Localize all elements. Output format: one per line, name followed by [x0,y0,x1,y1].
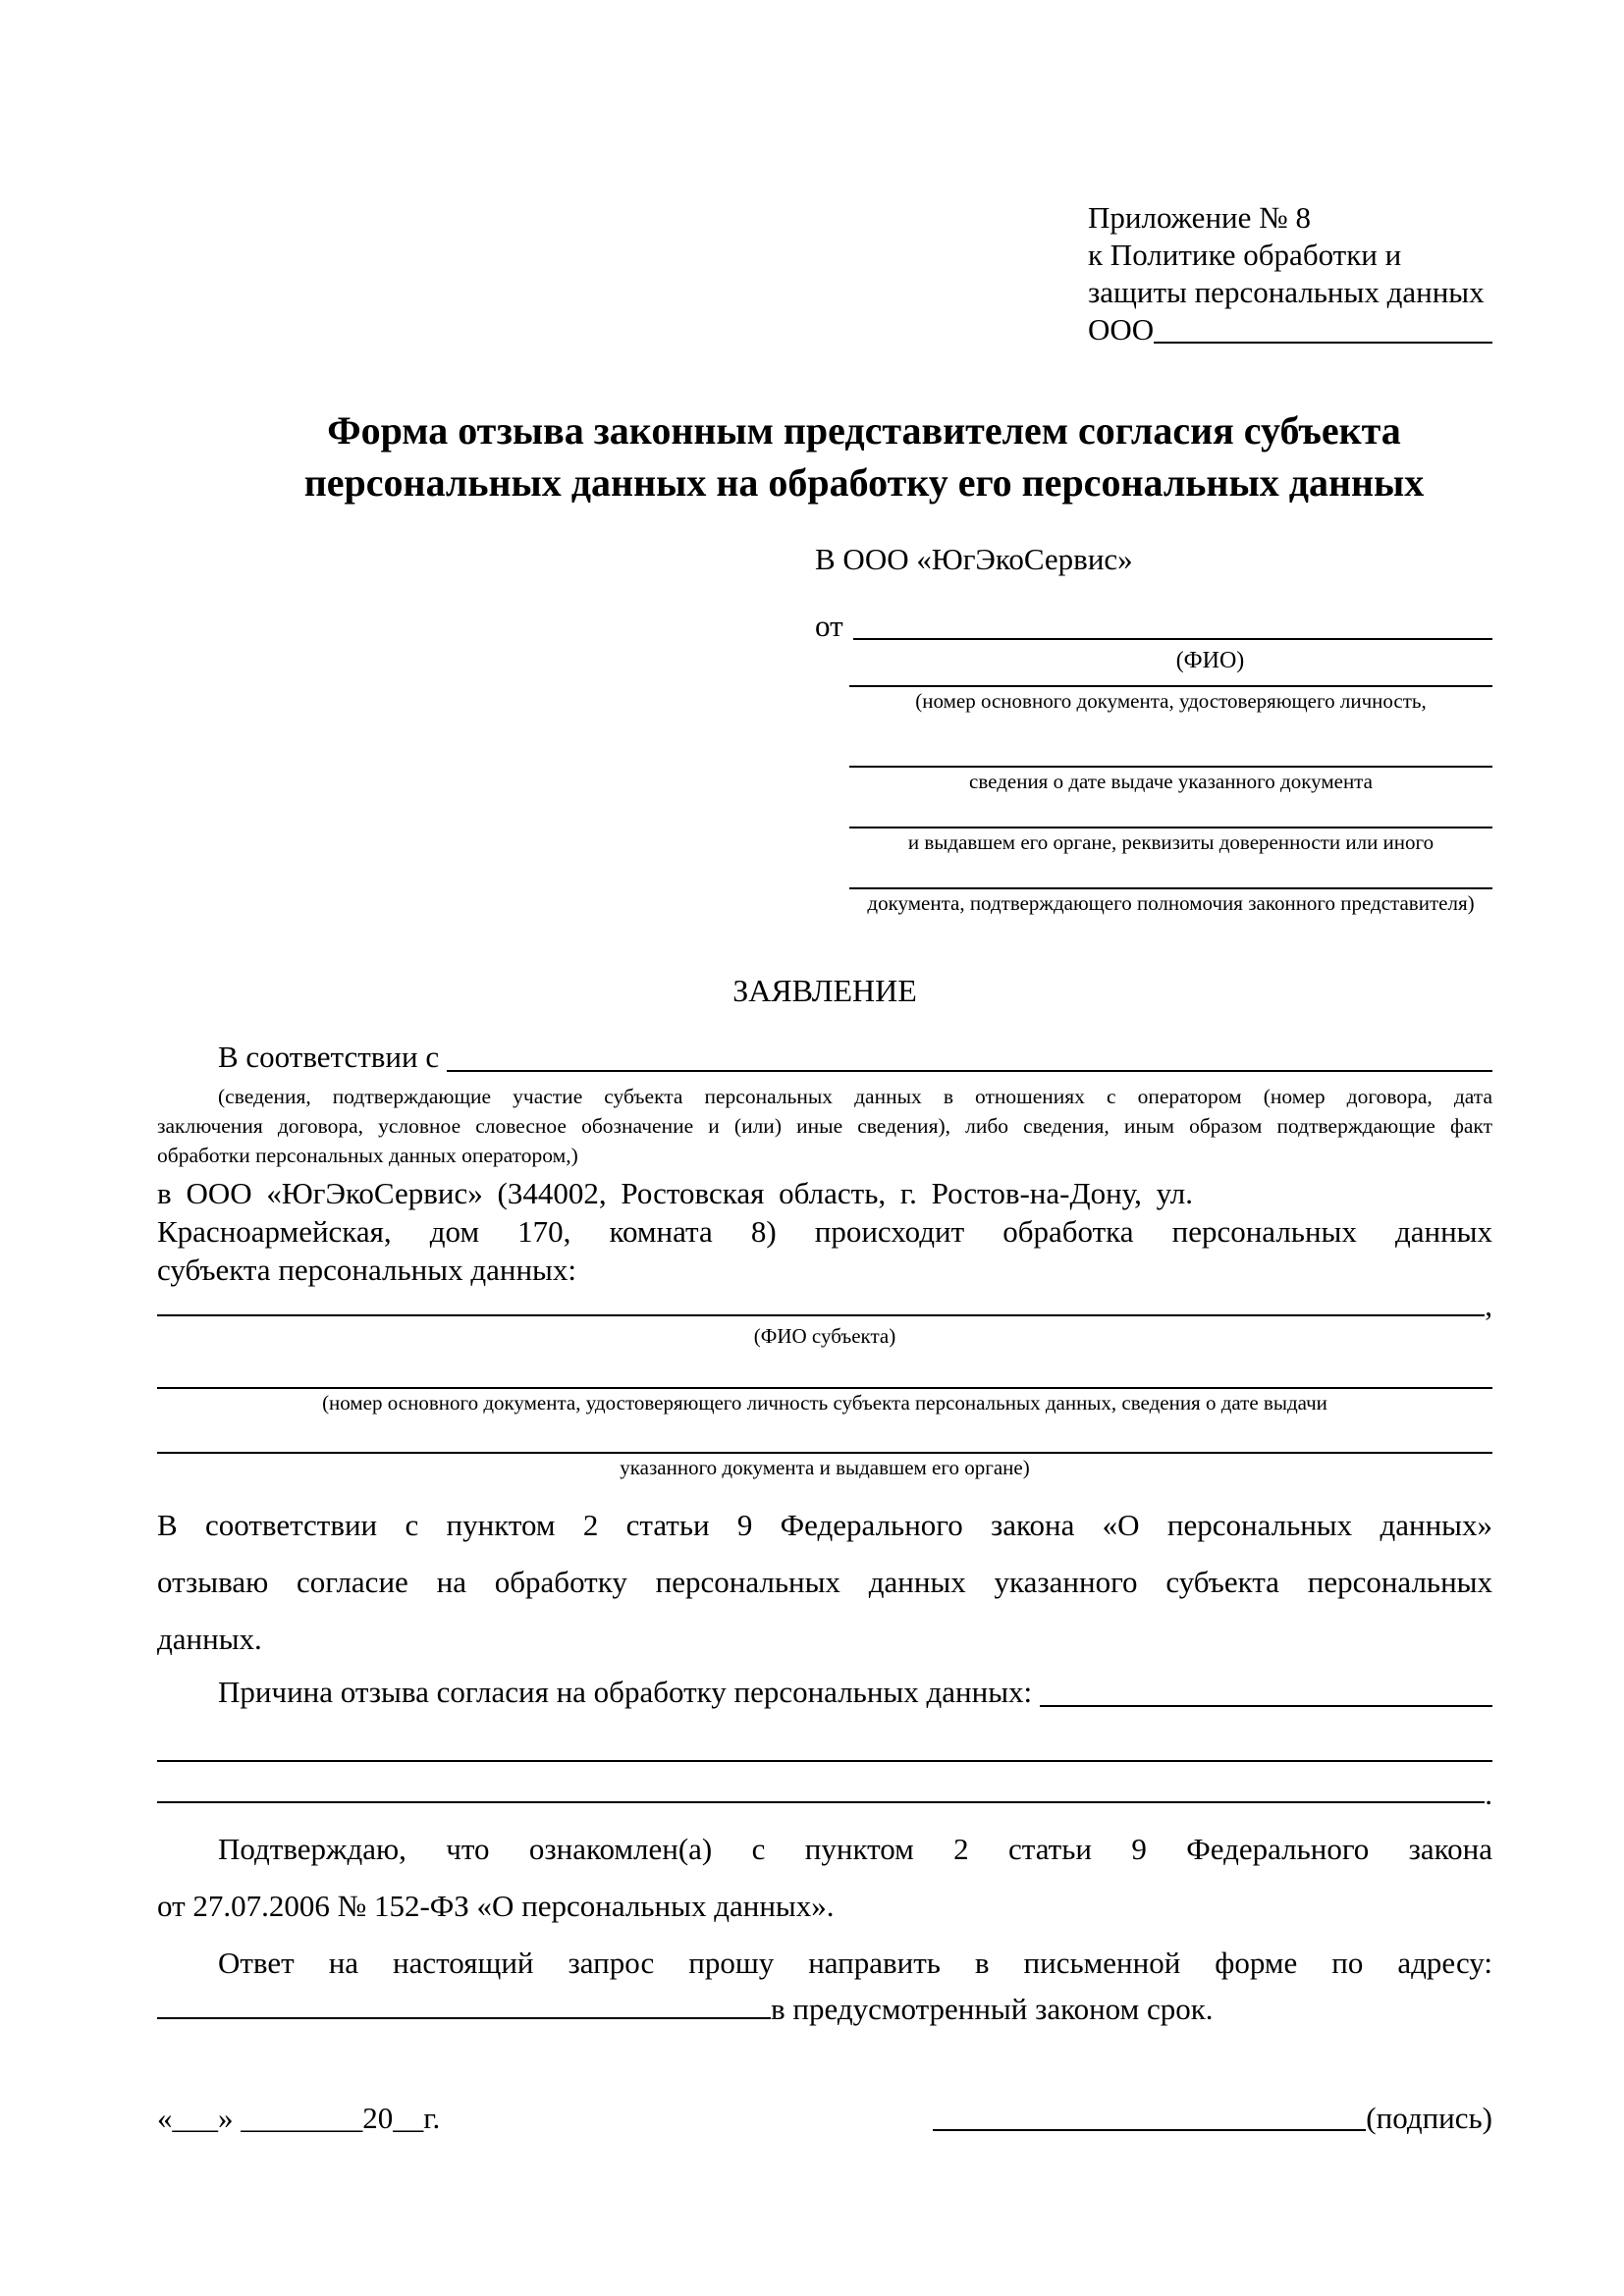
doc-caption-3: и выдавшем его органе, реквизиты доверенности или иного [907,830,1435,854]
appendix-line-1: Приложение № 8 [1088,200,1311,235]
reason-blank-line [1040,1705,1492,1707]
withdraw-line-1: В соответствии с пунктом 2 статьи 9 Федерального закона «О персональных данных» [157,1508,1492,1542]
answer-suffix: в предусмотренный законом срок. [771,1992,1214,2026]
doc-blank-line-4 [849,856,1492,889]
ooo-line [1088,311,1492,348]
subject-doc-caption-1: (номер основного документа, удостоверяющего личность субъекта персональных данных, сведения о дате выдачи [322,1391,1327,1415]
doc-caption-1: (номер основного документа, удостоверяющего личность, [915,689,1427,713]
statement-heading: ЗАЯВЛЕНИЕ [732,973,917,1008]
subject-doc-caption-2: указанного документа и выдавшем его органе) [620,1456,1030,1479]
doc-caption-2: сведения о дате выдаче указанного документа [969,770,1373,793]
answer-address-row [157,1992,1492,2027]
from-blank-line [853,638,1492,640]
withdraw-line-2: отзываю согласие на обработку персональных данных указанного субъекта персональных [157,1565,1492,1599]
subject-fio-row [157,1289,1492,1322]
appendix-line-2: к Политике обработки и [1088,238,1402,272]
reason-blank-line-2 [157,1713,1492,1762]
subject-doc-field-1 [157,1350,1492,1416]
subject-fio-caption: (ФИО субъекта) [753,1324,896,1348]
fio-caption: (ФИО) [1175,648,1245,673]
doc-field-1 [815,675,1492,715]
small-print-line-1: (сведения, подтверждающие участие субъекта персональных данных в отношениях с оператором (номер договора, дата [218,1085,1492,1108]
withdraw-line-3: данных. [157,1622,262,1656]
doc-caption-4: документа, подтверждающего полномочия законного представителя) [867,891,1475,915]
addressee-company: В ООО «ЮгЭкоСервис» [815,542,1133,576]
subject-doc-field-2 [157,1416,1492,1481]
reason-blank-line-3-row [157,1762,1492,1809]
accordance-row [157,1037,1492,1078]
appendix-header [1088,199,1492,348]
subject-doc-blank-line-1 [157,1350,1492,1389]
doc-field-3 [815,795,1492,856]
from-row [815,607,1492,646]
doc-blank-line-2 [849,715,1492,768]
subject-fio-comma: , [1485,1288,1492,1322]
title-line-2: персональных данных на обработку его персональных данных [303,460,1425,505]
addressee-block [815,540,1492,917]
doc-field-2 [815,715,1492,795]
small-print-line-3: обработки персональных данных оператором,) [157,1144,578,1167]
title-line-1: Форма отзыва законным представителем согласия субъекта [327,408,1401,453]
operator-line-2: Красноармейская, дом 170, комната 8) происходит обработка персональных данных [157,1214,1492,1249]
confirm-line-1: Подтверждаю, что ознакомлен(а) с пунктом 2 статьи 9 Федерального закона [218,1832,1492,1866]
subject-fio-blank-line [157,1314,1485,1316]
answer-address-blank-line [157,2017,771,2019]
confirm-line-2: от 27.07.2006 № 152-ФЗ «О персональных данных». [157,1889,835,1923]
from-label: от [815,609,843,643]
accordance-blank-line [447,1070,1492,1072]
doc-blank-line-1 [849,675,1492,687]
signature-caption: (подпись) [1366,2101,1492,2135]
reason-label: Причина отзыва согласия на обработку персональных данных: [218,1675,1033,1709]
document-title [216,404,1512,508]
answer-line-1: Ответ на настоящий запрос прошу направить в письменной форме по адресу: [218,1946,1492,1980]
ooo-label: ООО [1088,312,1155,347]
subject-doc-blank-line-2 [157,1416,1492,1454]
accordance-label: В соответствии с [218,1040,440,1074]
statement-section [157,970,1492,2027]
footer-row [157,2099,1492,2138]
signature-block [933,2099,1492,2138]
small-print-line-2: заключения договора, условное словесное обозначение и (или) иные сведения), либо сведения, иным образом подтверждающие факт [157,1114,1492,1138]
reason-row [157,1672,1492,1713]
operator-line-1: в ООО «ЮгЭкоСервис» (344002, Ростовская область, г. Ростов-на-Дону, ул. [157,1176,1193,1210]
doc-field-4 [815,856,1492,917]
reason-period: . [1485,1777,1492,1811]
operator-line-3: субъекта персональных данных: [157,1253,576,1287]
date-line: «___» ________20__г. [157,2101,441,2135]
ooo-blank-line [1154,342,1492,344]
signature-blank-line [933,2129,1366,2131]
reason-blank-line-3 [157,1801,1485,1803]
doc-blank-line-3 [849,795,1492,828]
appendix-line-3: защиты персональных данных [1088,275,1485,309]
